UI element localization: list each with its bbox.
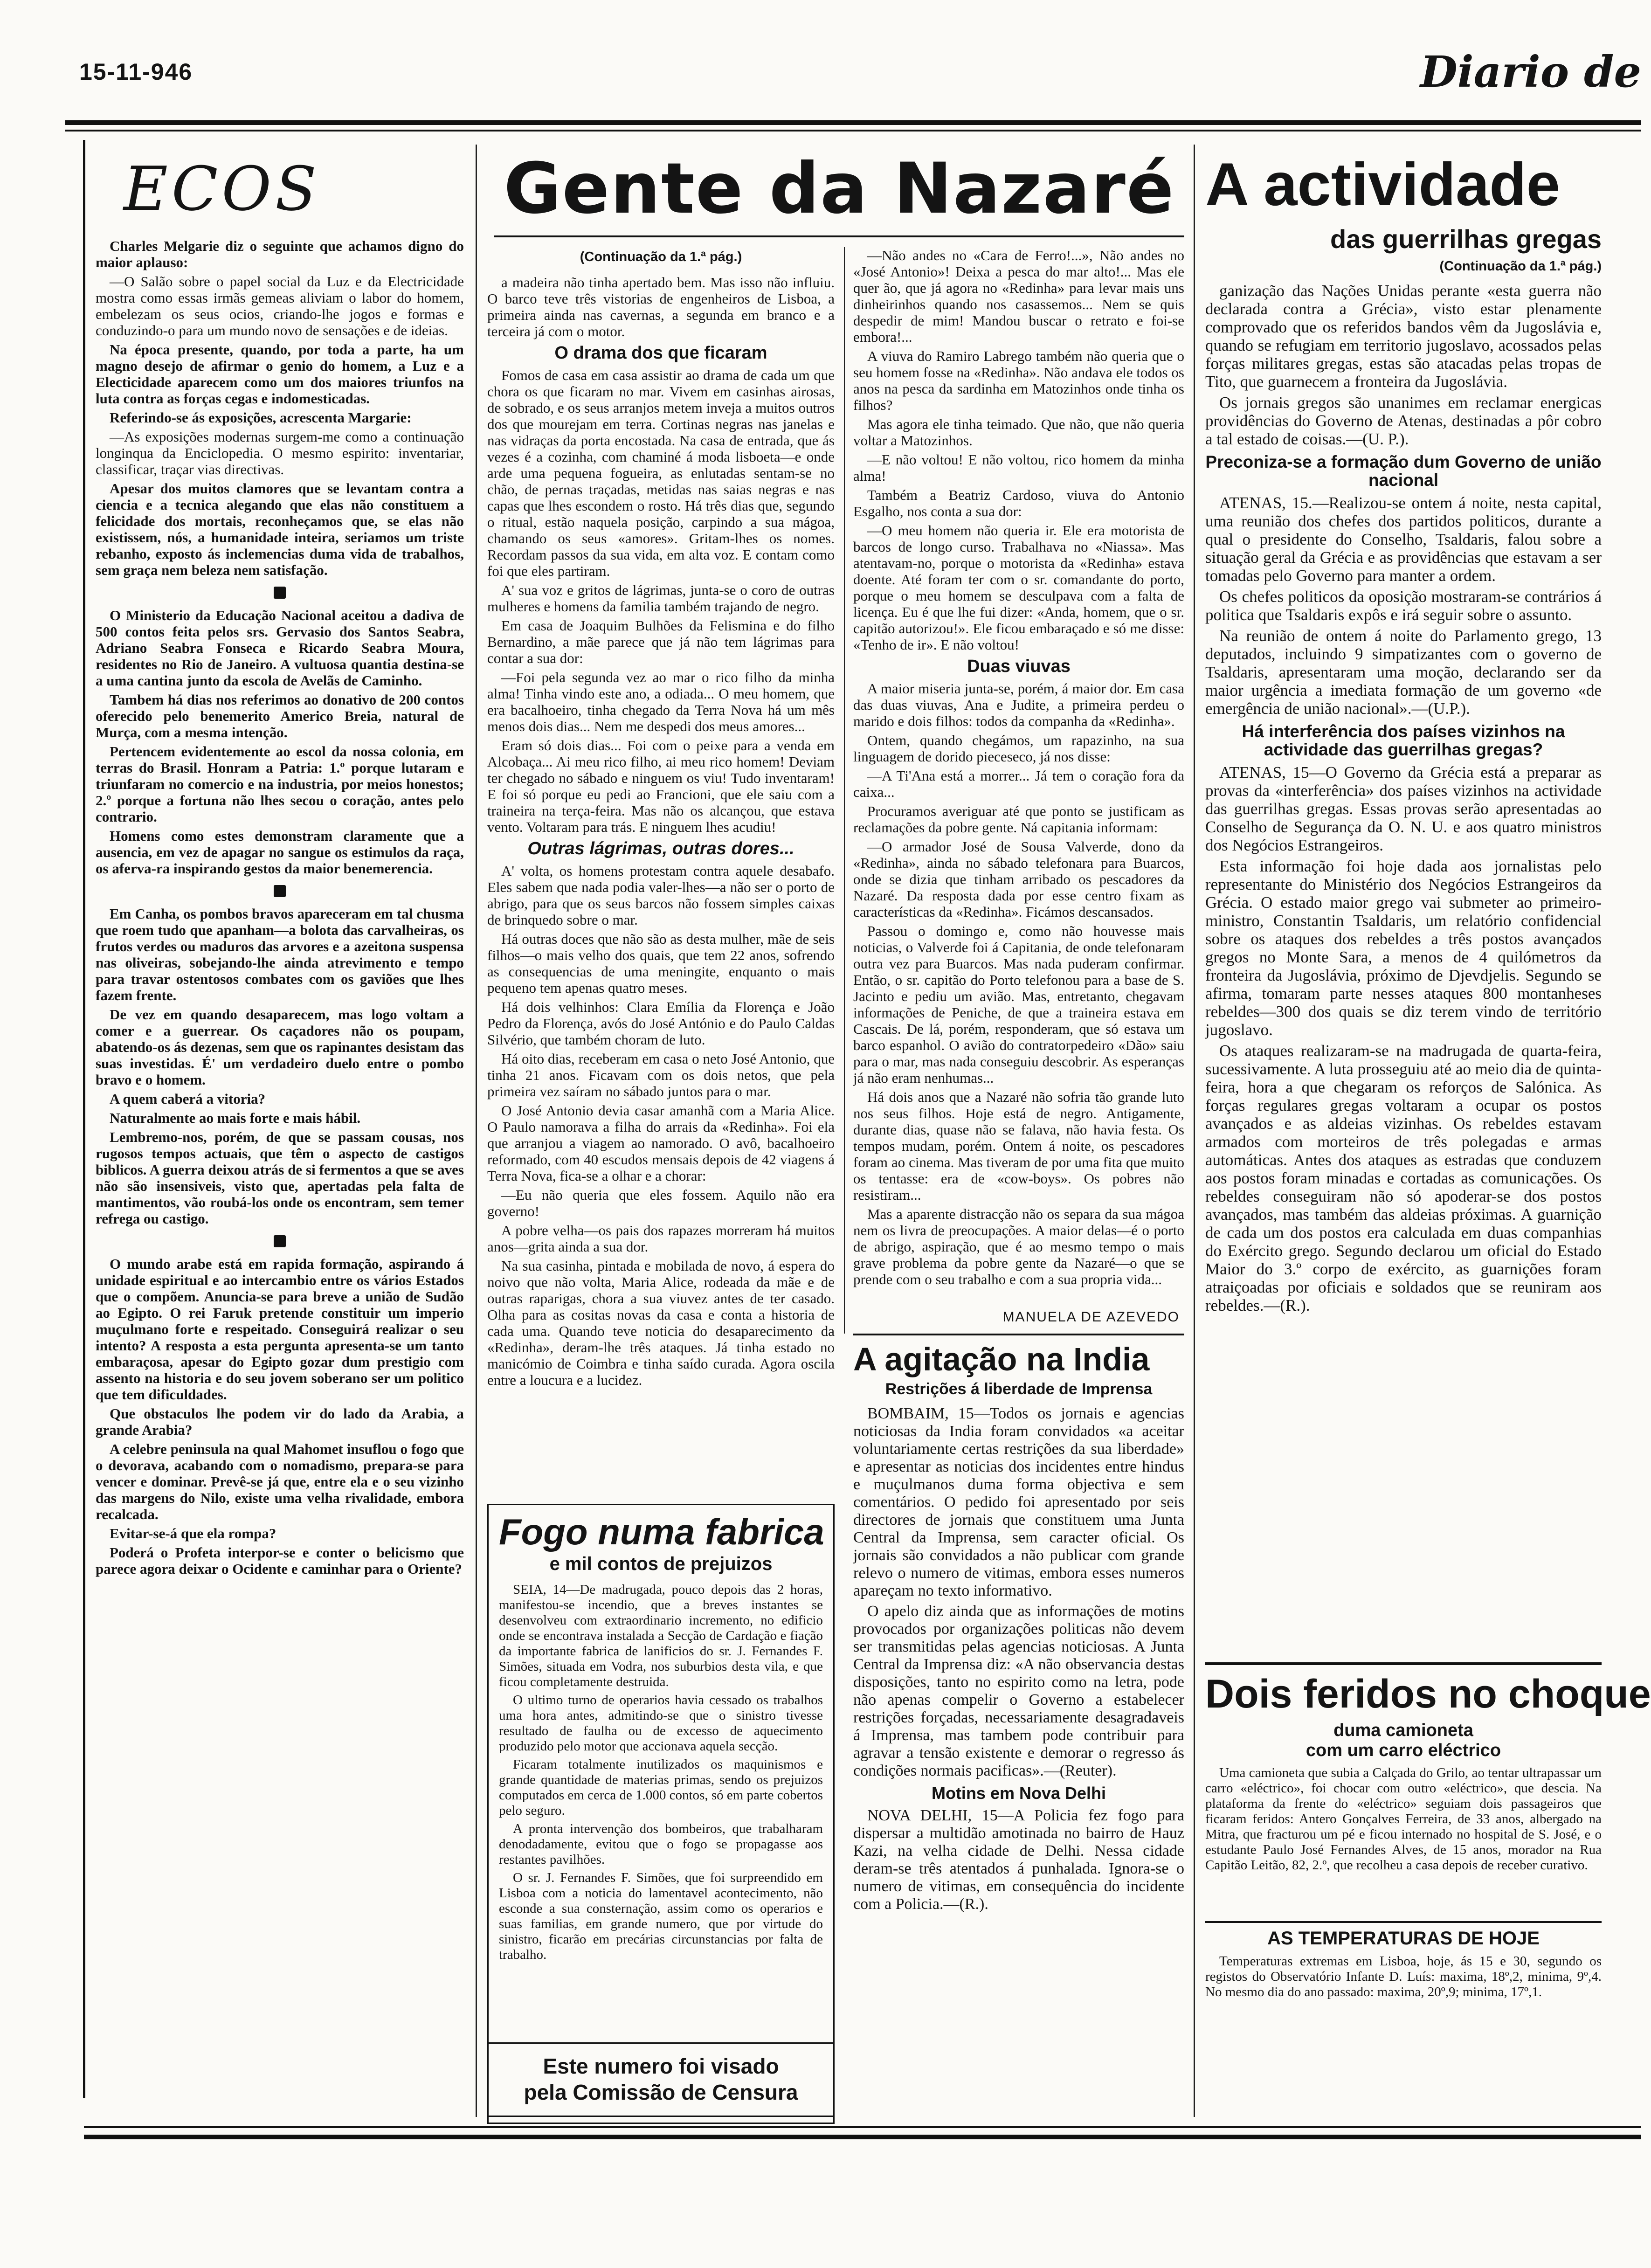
section-mark-icon: [274, 885, 286, 897]
fogo-subtitle: e mil contos de prejuizos: [549, 1554, 773, 1574]
column-divider: [1194, 145, 1195, 2117]
feridos-section: [1205, 1672, 1651, 1916]
nazare-paragraph: A viuva do Ramiro Labrego também não queria que o seu homem fosse na «Redinha». Não andava ele todos os anos na pesca da sardinha em Matozinhos onde tinha os filhos?: [853, 348, 1184, 413]
fogo-paragraph: O ultimo turno de operarios havia cessado os trabalhos uma hora antes, admitindo-se que o sinistro tivesse resultado de faulha ou de excesso de aquecimento produzido pelo motor que accionava aquela secção.: [499, 1693, 823, 1754]
fogo-paragraph: SEIA, 14—De madrugada, pouco depois das 2 horas, manifestou-se incendio, que a breves instantes se desenvolveu com extraordinario incremento, no edificio onde se encontrava instalada a Secção de Cardação e fiação da importante fabrica de lanificios do sr. J. Fernandes F. Simões, situada em Vodra, nos suburbios desta vila, e que ficou completamente destruida.: [499, 1582, 823, 1689]
masthead: Diario de: [1420, 47, 1641, 97]
header-rule-top: [65, 120, 1641, 125]
fogo-paragraph: A pronta intervenção dos bombeiros, que trabalharam denodadamente, evitou que o fogo se propagasse aos restantes pavilhões.: [499, 1821, 823, 1867]
censura-line-2: pela Comissão de Censura: [524, 2080, 798, 2104]
guerrilhas-paragraph: Os ataques realizaram-se na madrugada de quarta-feira, sucessivamente. A luta prosseguiu até ao meio dia de quinta-feira, hora a que chegaram os reforços de Salónica. As forças regulares gregas voltaram a ocupar os postos avançados e as aldeias vizinhas. Os rebeldes estavam armados com morteiros de três polegadas e armas automáticas. Antes dos ataques as estradas que conduzem aos postos foram minadas e cortadas as comunicações. Os rebeldes conseguiram não só apoderar-se dos postos avançados, mas também das aldeias próximas. A guarnição de cada um dos postos era calculada em duas companhias do Exército grego. Segundo declarou um oficial do Estado Maior do 3.º corpo de exército, as guarnições foram atraiçoadas por oficiais e soldados que se reuniram aos rebeldes.—(R.).: [1205, 1042, 1602, 1314]
temperaturas-section: [1205, 1928, 1602, 2110]
nazare-paragraph: —E não voltou! E não voltou, rico homem da minha alma!: [853, 451, 1184, 484]
guerrilhas-section: [1205, 150, 1651, 1795]
india-paragraph: NOVA DELHI, 15—A Policia fez fogo para dispersar a multidão amotinada no bairro de Hauz Kazi, na velha cidade de Delhi. Nessa cidade deram-se três atentados á punhalada. Ignora-se o numero de vitimas, em consequência do incidente com a Policia.—(R.).: [853, 1807, 1184, 1913]
nazare-paragraph: Em casa de Joaquim Bulhões da Felismina e do filho Bernardino, a mãe parece que já não tem lágrimas para contar a sua dor:: [487, 617, 835, 666]
ecos-section: [96, 154, 464, 2126]
header-rule-bottom: [65, 130, 1641, 131]
ecos-paragraph: Poderá o Profeta interpor-se e conter o belicismo que parece agora deixar o Ocidente e caminhar para o Oriente?: [96, 1544, 464, 1577]
nazare-title: Gente da Nazaré: [504, 148, 1175, 229]
guerrilhas-continuation: (Continuação da 1.ª pág.): [1439, 259, 1602, 274]
nazare-paragraph: —Foi pela segunda vez ao mar o rico filho da minha alma! Tinha vindo este ano, a odiada... O meu homem, que era bacalhoeiro, tinha chegado da Terra Nova há um mês menos dois dias... Nem me despedi dos meus amores...: [487, 669, 835, 734]
nazare-paragraph: a madeira não tinha apertado bem. Mas isso não influiu. O barco teve três vistorias de engenheiros de Lisboa, a primeira ainda nas cavernas, a segunda em branco e a terceira já com o motor.: [487, 274, 835, 339]
nazare-continuation: (Continuação da 1.ª pág.): [580, 249, 742, 264]
censura-line-1: Este numero foi visado: [543, 2054, 779, 2078]
nazare-subhead: Outras lágrimas, outras dores...: [527, 839, 794, 858]
guerrilhas-paragraph: ATENAS, 15—O Governo da Grécia está a preparar as provas da «interferência» dos países vizinhos na actividade das guerrilhas gregas. Essas provas serão apresentadas ao Conselho de Segurança da O. N. U. e aos quatro ministros dos Negócios Estrangeiros.: [1205, 763, 1602, 854]
india-top-rule: [853, 1334, 1184, 1335]
india-paragraph: BOMBAIM, 15—Todos os jornais e agencias noticiosas da India foram convidados «a aceitar voluntariamente certas restrições da sua liberdade» e apresentar as noticias dos incidentes entre hindus e muçulmanos duma forma objectiva e sem comentários. O pedido foi apresentado por seis directores de jornais que constituem uma Junta Central da Imprensa, sem caracter oficial. Os jornais são convidados a não publicar com grande relevo o numero de vitimas, embora esses numeros apareçam no texto informativo.: [853, 1405, 1184, 1599]
nazare-signature: MANUELA DE AZEVEDO: [1002, 1309, 1180, 1325]
footer-rule-bottom: [84, 2135, 1641, 2139]
india-subhead: Motins em Nova Delhi: [931, 1784, 1106, 1803]
ecos-paragraph: Naturalmente ao mais forte e mais hábil.: [110, 1110, 361, 1126]
nazare-paragraph: Na sua casinha, pintada e mobilada de novo, á espera do noivo que não volta, Maria Alice, rodeada da mãe e de outras raparigas, chora a sua viuvez antes de ter casado. Olha para as cositas novas da casa e conta a historia de cada uma. Quando teve noticia do desaparecimento da «Redinha», deram-lhe três ataques. Já tinha estado no manicómio de Coimbra e tinha saído curada. Agora oscila entre a loucura e a lucidez.: [487, 1258, 835, 1388]
ecos-paragraph: Homens como estes demonstram claramente que a ausencia, em vez de apagar no sangue os estimulos da raça, os aferva-ra inspirando gestos da maior benemerencia.: [96, 828, 464, 877]
nazare-paragraph: Eram só dois dias... Foi com o peixe para a venda em Alcobaça... Ai meu rico filho, ai meu rico homem! Deviam ter chegado no sábado e ninguem os viu! Tudo inventaram! E foi só porque eu pedi ao Francioni, que ele saiu com a traineira na terça-feira. Mas não os alcançou, que estava vento. Voltaram para trás. E ninguem lhes acudiu!: [487, 737, 835, 835]
fogo-paragraph: Ficaram totalmente inutilizados os maquinismos e grande quantidade de materias primas, sendo os prejuizos computados em cerca de 1.000 contos, só em parte cobertos pelo seguro.: [499, 1757, 823, 1818]
nazare-paragraph: —O armador José de Sousa Valverde, dono da «Redinha», ainda no sábado telefonara para Buarcos, onde se dizia que tinham arribado os pescadores da Nazaré. Da resposta dada por esse centro fixam as características da «Redinha». Ficámos descansados.: [853, 838, 1184, 920]
nazare-paragraph: A pobre velha—os pais dos rapazes morreram há muitos anos—grita ainda a sua dor.: [487, 1222, 835, 1255]
nazare-paragraph: Passou o domingo e, como não houvesse mais noticias, o Valverde foi á Capitania, de onde telefonaram outra vez para Buarcos. Mas nada puderam confirmar. Então, o sr. capitão do Porto telefonou para a base de S. Jacinto e pediu um avião. Mas, entretanto, chegavam informações de Peniche, de que a traineira estava em Cascais. De lá, porém, responderam, que só estava um barco espanhol. O avião do contratorpedeiro «Dão» saiu para o mar, mas nada conseguiu descobrir. As esperanças já não eram nenhumas...: [853, 923, 1184, 1086]
column-divider: [844, 247, 845, 1334]
feridos-title: Dois feridos no choque: [1205, 1672, 1651, 1716]
india-section: [853, 1343, 1184, 2108]
nazare-paragraph: —Eu não queria que eles fossem. Aquilo não era governo!: [487, 1187, 835, 1219]
nazare-paragraph: A maior miseria junta-se, porém, á maior dor. Em casa das duas viuvas, Ana e Judite, a primeira perdeu o marido e dois filhos: todos da companha da «Redinha».: [853, 680, 1184, 729]
india-subtitle: Restrições á liberdade de Imprensa: [885, 1380, 1153, 1398]
left-margin-rule: [83, 140, 85, 2098]
guerrilhas-paragraph: Na reunião de ontem á noite do Parlamento grego, 13 deputados, incluindo 9 simpatizantes com o governo de Tsaldaris, apresentaram uma moção, declarando ser da maior urgência a imediata formação de um governo «de emergência de união nacional».—(U.P.).: [1205, 627, 1602, 718]
nazare-subhead: O drama dos que ficaram: [554, 343, 767, 363]
guerrilhas-paragraph: ATENAS, 15.—Realizou-se ontem á noite, nesta capital, uma reunião dos chefes dos partidos politicos, durante a qual o presidente do Conselho, Tsaldaris, falou sobre a situação geral da Grécia e as providências que estavam a ser tomadas pelo Governo para manter a ordem.: [1205, 494, 1602, 585]
footer-rule-top: [84, 2126, 1641, 2128]
fogo-title: Fogo numa fabrica: [499, 1511, 824, 1552]
ecos-paragraph: A celebre peninsula na qual Mahomet insuflou o fogo que o devorava, acabando com o nomadismo, prepara-se para vencer e dominar. Prevê-se já que, entre ela e o seu vizinho das margens do Nilo, existe uma velha rivalidade, embora recalcada.: [96, 1441, 464, 1522]
ecos-paragraph: O Ministerio da Educação Nacional aceitou a dadiva de 500 contos feita pelos srs. Gervasio dos Santos Seabra, Adriano Seabra Fonseca e Ricardo Seabra Moura, residentes no Rio de Janeiro. A vultuosa quantia destina-se a uma cantina junto da escola de Avelãs de Caminho.: [96, 607, 464, 689]
nazare-column-2: [853, 247, 1184, 1324]
nazare-paragraph: Mas agora ele tinha teimado. Que não, que não queria voltar a Matozinhos.: [853, 416, 1184, 449]
section-mark-icon: [274, 1235, 286, 1247]
nazare-subhead: Duas viuvas: [967, 657, 1071, 676]
ecos-paragraph: Referindo-se ás exposições, acrescenta Margarie:: [110, 409, 412, 426]
nazare-title-rule: [494, 235, 1184, 237]
temperaturas-title: AS TEMPERATURAS DE HOJE: [1267, 1928, 1540, 1949]
nazare-column-1: [487, 249, 835, 1555]
nazare-paragraph: A' sua voz e gritos de lágrimas, junta-se o coro de outras mulheres e homens da familia também trajando de negro.: [487, 582, 835, 615]
fogo-paragraph: O sr. J. Fernandes F. Simões, que foi surpreendido em Lisboa com a noticia do lamentavel acontecimento, não esconde a sua consternação, assim como os operarios e suas familias, em grande numero, que por virtude do sinistro, ficarão em precárias circunstancias por falta de trabalho.: [499, 1870, 823, 1962]
nazare-paragraph: Há dois velhinhos: Clara Emília da Florença e João Pedro da Florença, avós do José António e do Paulo Caldas Silvério, que também choram de luto.: [487, 999, 835, 1048]
ecos-paragraph: Na época presente, quando, por toda a parte, ha um magno desejo de afirmar o genio do homem, a Luz e a Electicidade aparecem como um dos maiores triunfos na luta contra as forças cegas e indomesticadas.: [96, 341, 464, 407]
nazare-paragraph: Mas a aparente distracção não os separa da sua mágoa nem os livra de preocupações. A maior delas—é o porto de abrigo, aspiração, que é ao mesmo tempo o mais grave problema da pobre gente da Nazaré—o que se prende com o seu trabalho e com a sua propria vida...: [853, 1206, 1184, 1287]
nazare-paragraph: —Não andes no «Cara de Ferro!...», Não andes no «José Antonio»! Deixa a pesca do mar alto!... Mas ele quer ão, que já agora no «Redinha» para levar mais uns dinheirinhos quando nos casassemos... Nem se quis despedir de mim! Mandou buscar o retrato e foi-se embora!...: [853, 247, 1184, 345]
temperaturas-top-rule: [1205, 1921, 1602, 1923]
ecos-paragraph: —As exposições modernas surgem-me como a continuação longinqua da Enciclopedia. O mesmo espirito: inventariar, classificar, traçar vias directivas.: [96, 429, 464, 477]
nazare-paragraph: A' volta, os homens protestam contra aquele desabafo. Eles sabem que nada podia valer-lhes—a não ser o porto de abrigo, para que os seus barcos não fossem simples caixas de brinquedo sobre o mar.: [487, 863, 835, 928]
ecos-paragraph: Evitar-se-á que ela rompa?: [110, 1525, 276, 1542]
column-divider: [476, 145, 477, 2117]
ecos-paragraph: Charles Melgarie diz o seguinte que achamos digno do maior aplauso:: [96, 238, 464, 270]
ecos-paragraph: Lembremo-nos, porém, de que se passam cousas, nos rugosos tempos actuais, que têm o aspecto de castigos biblicos. A guerra deixou atrás de si fermentos a que se aves não são insensiveis, visto que, apertadas pela falta de mantimentos, vão roubá-los onde os encontram, sem temer refrega ou castigo.: [96, 1129, 464, 1227]
ecos-paragraph: Que obstaculos lhe podem vir do lado da Arabia, a grande Arabia?: [96, 1405, 464, 1438]
guerrilhas-subtitle: das guerrilhas gregas: [1330, 224, 1602, 254]
guerrilhas-paragraph: Os jornais gregos são unanimes em reclamar energicas providências do Governo de Atenas, destinadas a pôr cobro a tal estado de coisas.—(U. P.).: [1205, 394, 1602, 448]
section-mark-icon: [274, 587, 286, 599]
ecos-paragraph: Pertencem evidentemente ao escol da nossa colonia, em terras do Brasil. Honram a Patria: 1.º porque lutaram e triunfaram no comercio e na industria, por meios honestos; 2.º porque a fortuna não lhes secou o coração, antes pelo contrario.: [96, 743, 464, 825]
fogo-box: [487, 1504, 835, 2124]
guerrilhas-paragraph: Os chefes politicos da oposição mostraram-se contrários á politica que Tsaldaris expôs e irá seguir sobre o assunto.: [1205, 588, 1602, 624]
feridos-top-rule: [1205, 1662, 1602, 1665]
ecos-paragraph: Apesar dos muitos clamores que se levantam contra a ciencia e a tecnica alegando que elas não constituem a felicidade dos mortais, reconheçamos que, se elas não existissem, nós, a humanidade inteira, seriamos um triste rebanho, exposto ás inclemencias duma vida de trabalhos, sem graça nem beleza nem satisfação.: [96, 480, 464, 578]
censura-box: [487, 2042, 835, 2117]
india-paragraph: O apelo diz ainda que as informações de motins provocados por organizações politicas não devem ser transmitidas pelas agencias noticiosas. A Junta Central da Imprensa diz: «A não observancia destas disposições, tanto no espirito como na letra, pode não apenas compelir o Governo a estabelecer restrições forçadas, necessariamente desagradaveis á Imprensa, mas tambem pode contribuir para agravar a tensão existente e demorar o regresso ás condições normais pacificas».—(Reuter).: [853, 1603, 1184, 1779]
ecos-paragraph: O mundo arabe está em rapida formação, aspirando á unidade espiritual e ao intercambio entre os vários Estados que o compõem. Anuncia-se para breve a união de Sudão ao Egipto. O rei Faruk pretende constituir um imperio muçulmano forte e respeitado. Conseguirá realizar o seu intento? A resposta a esta pergunta apresenta-se um tanto embaraçosa, apesar do Egipto gozar dum prestigio com assento na historia e do seu jovem soberano ser um politico que tem dificuldades.: [96, 1256, 464, 1403]
guerrilhas-title: A actividade: [1205, 150, 1561, 218]
nazare-paragraph: Há dois anos que a Nazaré não sofria tão grande luto nos seus filhos. Hoje está de negro. Antigamente, durante dias, quase não se falava, não havia festa. Os tempos mudam, porém. Ontem á noite, os pescadores foram ao cinema. Mas tiveram de por uma fita que muito os tentasse: era de «cow-boys». Os pobres não resistiram...: [853, 1089, 1184, 1203]
feridos-subtitle-2: com um carro eléctrico: [1306, 1741, 1501, 1760]
page-date: 15-11-946: [79, 59, 193, 85]
ecos-paragraph: —O Salão sobre o papel social da Luz e da Electricidade mostra como essas irmãs gemeas aliviam o labor do homem, embelezam os seus ocios, criando-lhe jogos e formas e conduzindo-o para um mundo novo de sensações e de ideias.: [96, 273, 464, 339]
nazare-paragraph: Também a Beatriz Cardoso, viuva do Antonio Esgalho, nos conta a sua dor:: [853, 487, 1184, 519]
nazare-paragraph: Procuramos averiguar até que ponto se justificam as reclamações da pobre gente. Ná capitania informam:: [853, 803, 1184, 836]
guerrilhas-subhead: Há interferência dos países vizinhos na actividade das guerrilhas gregas?: [1242, 722, 1565, 759]
nazare-paragraph: Há outras doces que não são as desta mulher, mãe de seis filhos—o mais velho dos quais, que tem 22 anos, sofrendo as consequencias de uma meningite, enquanto o mais pequeno tem apenas quatro meses.: [487, 931, 835, 996]
india-title: A agitação na India: [853, 1341, 1150, 1377]
nazare-paragraph: O José Antonio devia casar amanhã com a Maria Alice. O Paulo namorava a filha do arrais da «Redinha». Foi ela que arranjou a viagem ao namorado. O avô, bacalhoeiro reformado, com 40 escudos mensais depois de 42 viagens á Terra Nova, fica-se a olhar e a chorar:: [487, 1102, 835, 1184]
feridos-paragraph: Uma camioneta que subia a Calçada do Grilo, ao tentar ultrapassar um carro «eléctrico», foi chocar com outro «eléctrico», que descia. Na plataforma da frente do «eléctrico» seguiam dois passageiros que ficaram feridos: Antero Gonçalves Ferreira, de 33 anos, albergado na Mitra, que fracturou um pé e ficou internado no hospital de S. José, e o estudante Paulo José Fernandes Alves, de 15 anos, morador na Rua Capitão Leitão, 82, 2.º, que recolheu a casa depois de receber curativo.: [1205, 1765, 1602, 1873]
ecos-paragraph: De vez em quando desaparecem, mas logo voltam a comer e a guerrear. Os caçadores não os poupam, abatendo-os ás dezenas, sem que os rapinantes desistam das suas investidas. É' um verdadeiro duelo entre o pombo bravo e o homem.: [96, 1006, 464, 1088]
ecos-paragraph: Tambem há dias nos referimos ao donativo de 200 contos oferecido pelo benemerito Americo Breia, natural de Murça, com a mesma intenção.: [96, 691, 464, 740]
nazare-paragraph: —O meu homem não queria ir. Ele era motorista de barcos de longo curso. Trabalhava no «Niassa». Mas atentavam-no, porque o motorista da «Redinha» estava doente. Até foram ter com o sr. comandante do porto, porque o meu homem se desculpava com a falta de licença. Eu é que lhe fui dizer: «Anda, homem, que o sr. capitão autorizou!». Ele ficou embaraçado e só me disse: «Tenho de ir». E não voltou!: [853, 522, 1184, 653]
guerrilhas-paragraph: ganização das Nações Unidas perante «esta guerra não declarada contra a Grécia», visto estar plenamente comprovado que os referidos bandos vêm da Jugoslávia e, quando se refugiam em territorio jugoslavo, acossados pelas forças militares gregas, estas são atacadas pelas tropas de Tito, que guarnecem a fronteira da Jugoslávia.: [1205, 282, 1602, 391]
ecos-body: [96, 238, 464, 1577]
nazare-paragraph: Há oito dias, receberam em casa o neto José Antonio, que tinha 21 anos. Ficavam com os dois netos, que pela primeira vez saíram no sábado juntos para o mar.: [487, 1051, 835, 1099]
temperaturas-text: Temperaturas extremas em Lisboa, hoje, ás 15 e 30, segundo os registos do Observatório Infante D. Luís: maxima, 18º,2, minima, 9º,4. No mesmo dia do ano passado: maxima, 20º,9; minima, 17º,1.: [1205, 1954, 1602, 1999]
nazare-paragraph: Fomos de casa em casa assistir ao drama de cada um que chora os que ficaram no mar. Vivem em casinhas airosas, de sobrado, e os seus arranjos metem inveja a muitos outros dos que mourejam em terra. Cortinas negras nas janelas e nas vidraças da porta encostada. Na casa de entrada, que ás vezes é a cozinha, com chaminé á moda lisboeta—e onde arde uma pequena fogueira, as enlutadas sentam-se no chão, de pernas traçadas, metidas nas saias negras e nas capas que lhes escondem o rosto. Há três dias que, segundo o ritual, estão naquela posição, carpindo a sua mágoa, chamando os seus «amores». Gritam-lhes os nomes. Recordam passos da sua vida, em alta voz. E contam como foi que eles partiram.: [487, 367, 835, 579]
feridos-subtitle-1: duma camioneta: [1333, 1721, 1473, 1740]
ecos-paragraph: A quem caberá a vitoria?: [110, 1091, 266, 1107]
nazare-paragraph: Ontem, quando chegámos, um rapazinho, na sua linguagem de dorido pieceseco, já nos disse:: [853, 732, 1184, 765]
guerrilhas-paragraph: Esta informação foi hoje dada aos jornalistas pelo representante do Ministério dos Negócios Estrangeiros da Grécia. O estado maior grego vai submeter ao primeiro-ministro, Constantin Tsaldaris, um relatório confidencial sobre os ataques dos rebeldes a três postos avançados gregos no Monte Sara, a menos de 4 quilómetros da fronteira da Jugoslávia, próximo de Djevdjelis. Segundo se afirma, tomaram parte nesses ataques 800 montanheses rebeldes—300 dos quais se diz terem vindo de território jugoslavo.: [1205, 857, 1602, 1039]
ecos-title: ECOS: [124, 153, 320, 224]
ecos-paragraph: Em Canha, os pombos bravos apareceram em tal chusma que roem tudo que apanham—a bolota das carvalheiras, os frutos verdes ou maduros das arvores e a azeitona suspensa nas oliveiras, sobejando-lhe ainda atrevimento e tempo para travar ostentosos combates com os gaviões que lhes fazem frente.: [96, 906, 464, 1003]
nazare-paragraph: —A Ti'Ana está a morrer... Já tem o coração fora da caixa...: [853, 768, 1184, 800]
guerrilhas-subhead: Preconiza-se a formação dum Governo de união nacional: [1205, 452, 1602, 490]
